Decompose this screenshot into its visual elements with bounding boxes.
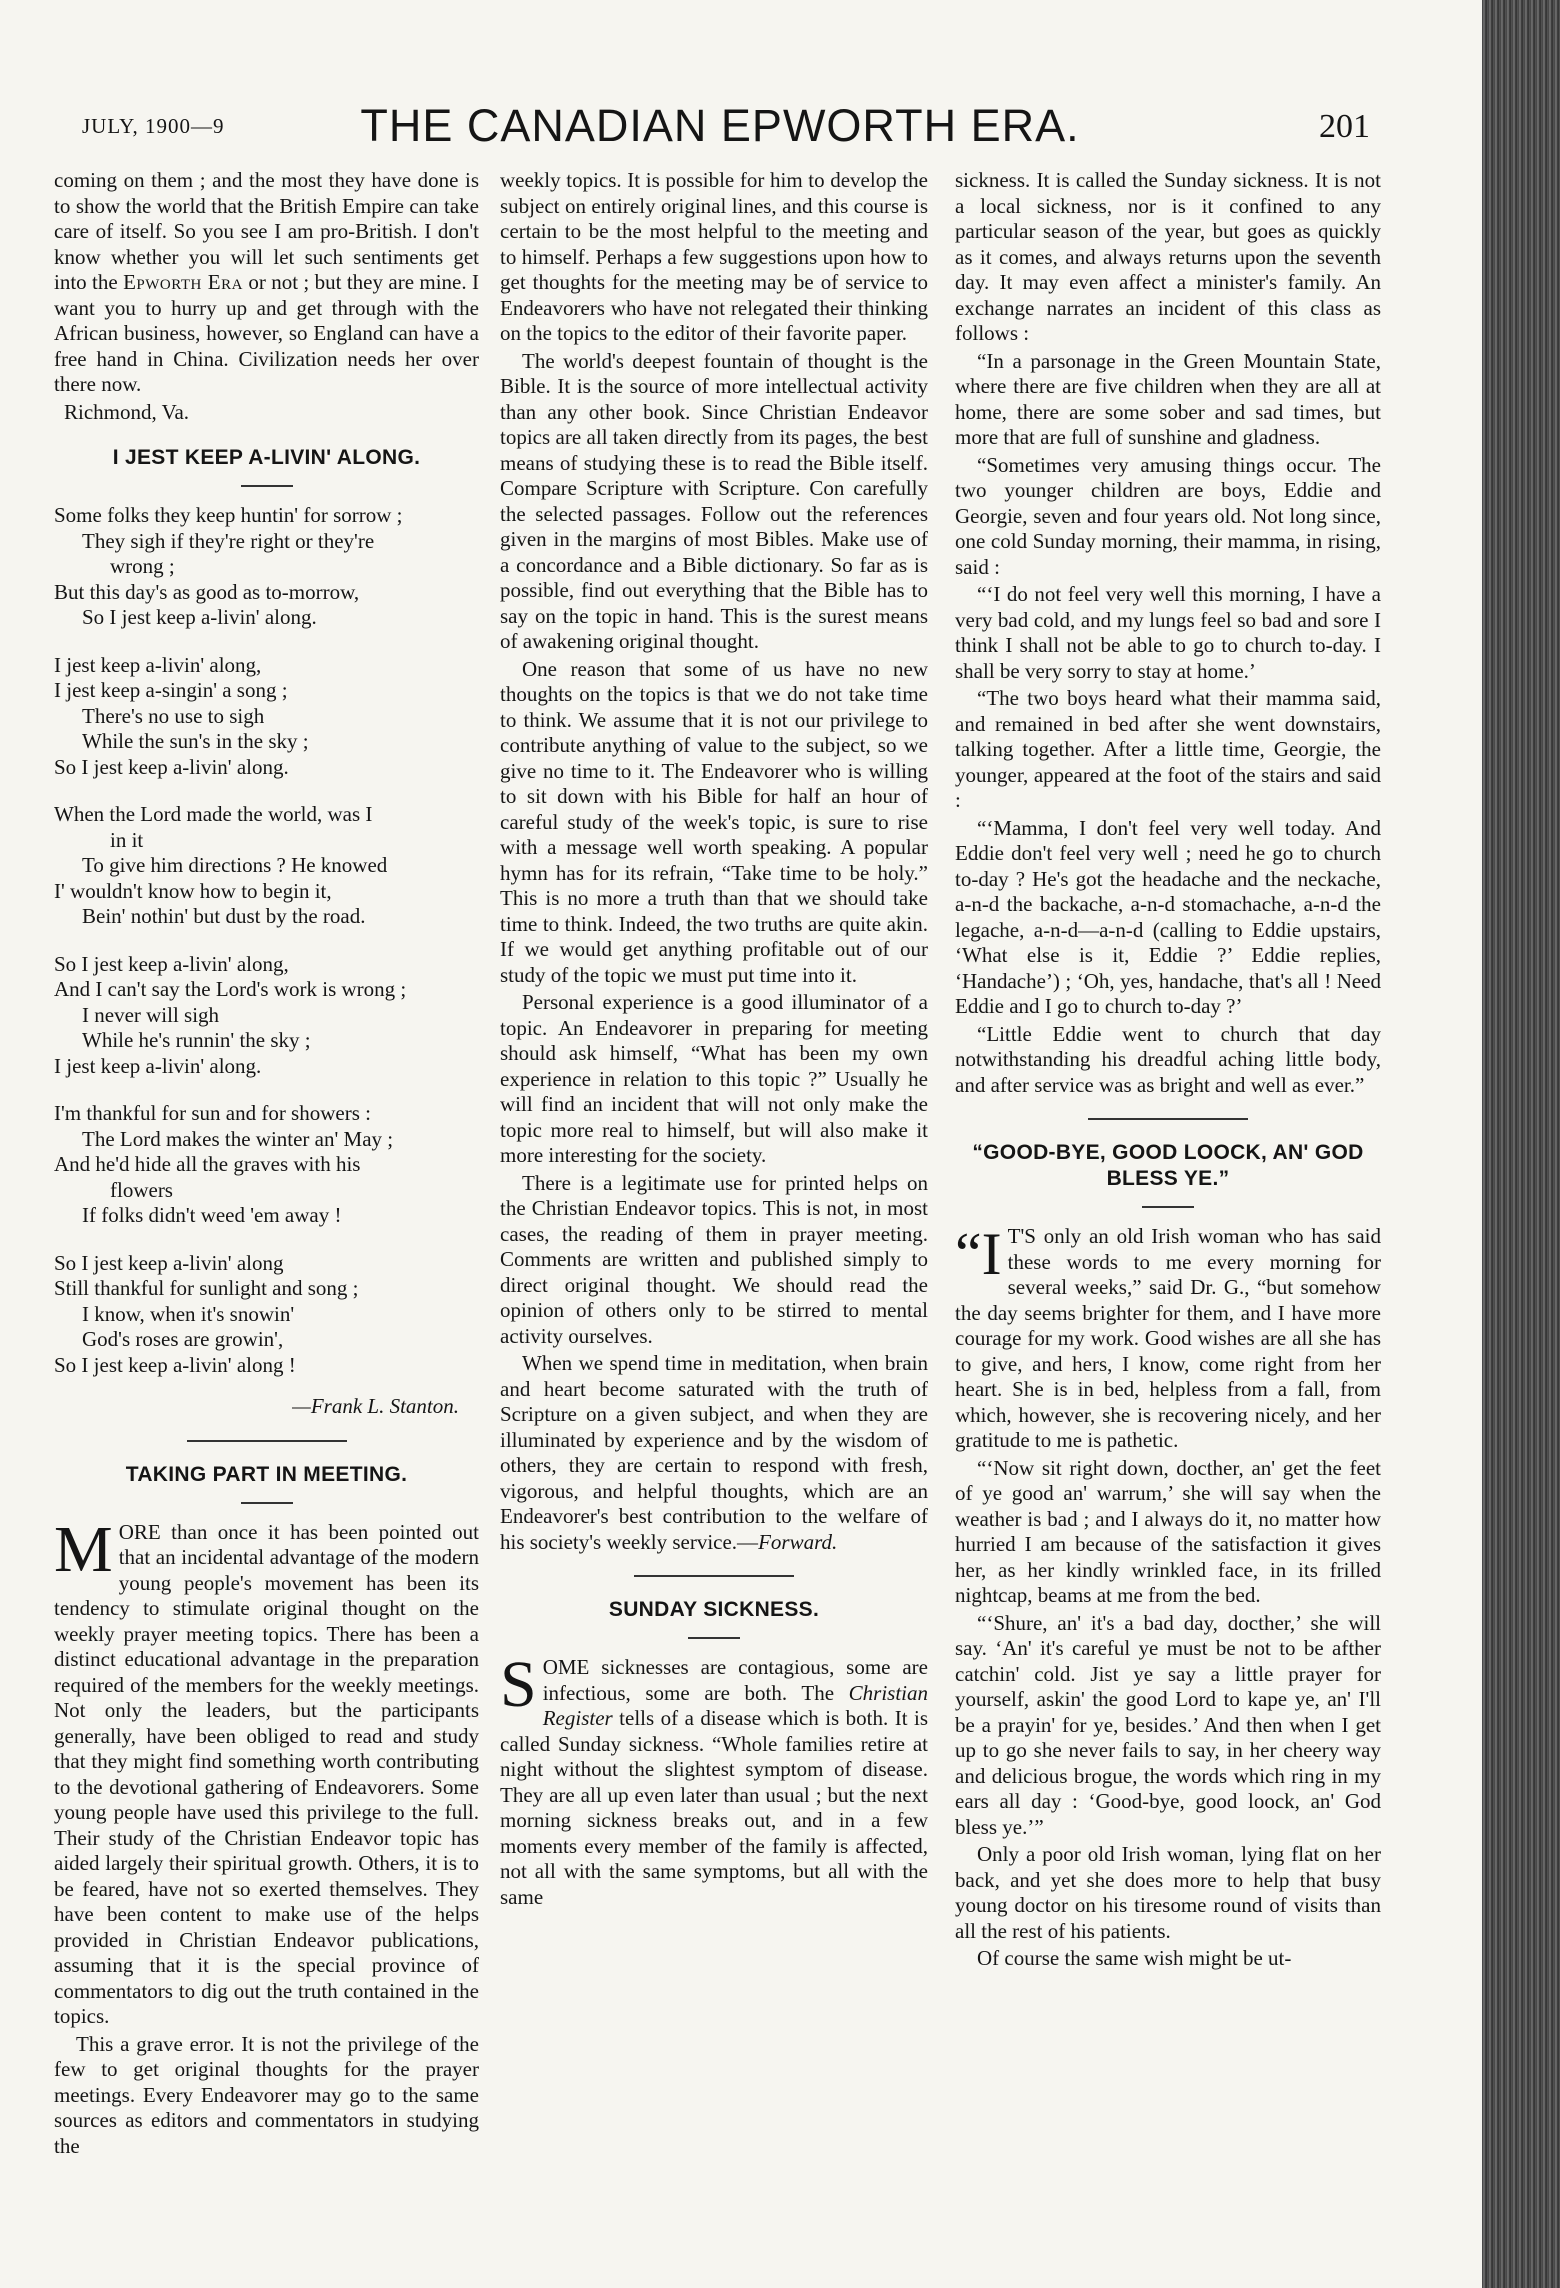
divider (688, 1637, 740, 1639)
meeting-paragraph-6: Personal experience is a good illuminator of a topic. An Endeavorer in preparing for meeting should ask himself, “What has been my own experience in relation to this topic ?” Usually he will find an incident that will not only make the topic more real to himself, but will also make it more interesting for the society. (500, 990, 928, 1167)
meeting-paragraph-1 (54, 1512, 479, 2030)
column-right (955, 168, 1381, 1974)
sunday-paragraph-5: “‘I do not feel very well this morning, I have a very bad cold, and my lungs feel so bad and sore I think I shall not be able to go to church to-day. I shall be very sorry to stay at home.’ (955, 582, 1381, 683)
poem-stanza-2 (54, 653, 479, 781)
poem-line: wrong ; (110, 554, 175, 578)
source-name: Christian Register (542, 1680, 928, 1730)
sunday-paragraph-7: “‘Mamma, I don't feel very well today. And Eddie don't feel very well ; need he go to church to-day ? He's got the headache and the neckache, a-n-d the backache, a-n-d stomachache, a-n-d the legache, a-n-d—a-n-d (calling to Eddie upstairs, ‘What else is it, Eddie ?’ Eddie replies, ‘Handache’) ; ‘Oh, yes, handache, that's all ! Need Eddie and I go to church to-day ?’ (955, 815, 1381, 1018)
poem-line: While he's runnin' the sky ; (82, 1028, 311, 1052)
goodbye-text: T'S only an old Irish woman who has said these words to me every morning for several weeks,” said Dr. G., “but somehow the day seems brighter for them, and I have more courage for my work. Good wishes are all she has to give, and hers, I know, come right from her heart. She is in bed, helpless from a fall, from which, however, she is recovering nicely, and her gratitude to me is pathetic. (955, 1224, 1381, 1452)
goodbye-paragraph-2: “‘Now sit right down, docther, an' get the feet of ye good an' warrum,’ she will say when the weather is bad ; and I always do it, no matter how hurried I am because of the satisfaction it gives her, as her kindly wrinkled face, in its frilled nightcap, beams at me from the bed. (955, 1455, 1381, 1607)
poem-line: I never will sigh (82, 1002, 220, 1027)
poem-line: God's roses are growin', (82, 1327, 284, 1351)
poem-line: Still thankful for sunlight and song ; (54, 1276, 359, 1300)
sunday-paragraph-8: “Little Eddie went to church that day notwithstanding his dreadful aching little body, and after service was as bright and well as ever.” (955, 1021, 1381, 1097)
poem-line: But this day's as good as to-morrow, (54, 579, 360, 604)
letter-magazine-name: Epworth Era (123, 270, 243, 294)
meeting-paragraph-3: weekly topics. It is possible for him to develop the subject on entirely original lines, and this course is certain to be the most helpful to the meeting and to himself. Perhaps a few suggestions upon how to get thoughts for the meeting may be of service to Endeavorers who have not relegated their thinking on the topics to the editor of their favorite paper. (500, 168, 928, 345)
meeting-paragraph-2: This a grave error. It is not the privilege of the few to get original thoughts for the prayer meetings. Every Endeavorer may go to the same sources as editors and commentators in studying the (54, 2031, 479, 2158)
source-credit: Forward. (758, 1529, 838, 1554)
drop-cap: S (500, 1648, 537, 1721)
page-number: 201 (1319, 108, 1370, 145)
issue-date: JULY, 1900—9 (82, 114, 225, 138)
poem-line: Bein' nothin' but dust by the road. (82, 904, 366, 928)
letter-paragraph (54, 168, 479, 398)
page-header (70, 100, 1370, 160)
meeting-paragraph-8 (500, 1351, 928, 1555)
poem-stanza-6 (54, 1251, 479, 1379)
page-edge-shadow (1482, 0, 1560, 2288)
poem-line: And he'd hide all the graves with his (54, 1152, 361, 1176)
poem-line: in it (110, 827, 144, 852)
poem-line: So I jest keep a-livin' along, (54, 951, 289, 976)
poem-line: The Lord makes the winter an' May ; (82, 1126, 394, 1151)
meeting-paragraph-7: There is a legitimate use for printed helps on the Christian Endeavor topics. This is not, in most cases, the reading of them in prayer meeting. Comments are written and published simply to direct original thought. We should read the opinion of others only to be stirred to mental activity ourselves. (500, 1170, 928, 1348)
poem-title: I JEST KEEP A-LIVIN' ALONG. (112, 446, 421, 469)
goodbye-paragraph-5: Of course the same wish might be ut- (977, 1946, 1292, 1970)
sunday-paragraph-3: “In a parsonage in the Green Mountain State, where there are five children when they are all at home, there are some sober and sad times, but more that are full of sunshine and gladness. (955, 348, 1381, 449)
sunday-text-start: OME sicknesses are contagious, some are infectious, some are both. The (542, 1655, 928, 1705)
poem-line: So I jest keep a-livin' along (54, 1250, 284, 1275)
goodbye-paragraph-4: Only a poor old Irish woman, lying flat on her back, and yet she does more to help that busy young doctor on his tiresome round of visits than all the rest of his patients. (955, 1842, 1381, 1943)
meeting-paragraph-4: The world's deepest fountain of thought is the Bible. It is the source of more intellectual activity than any other book. Since Christian Endeavor topics are all taken directly from its pages, the best means of studying these is to read the Bible itself. Compare Scripture with Scripture. Con carefully the selected passages. Follow out the references given in the margins of most Bibles. Make use of a concordance and a Bible dictionary. So far as is possible, find out everything that the Bible has to say on the topic in hand. This is the surest means of awakening original thought. (500, 348, 928, 653)
meeting-title: TAKING PART IN MEETING. (125, 1462, 408, 1486)
column-middle (500, 168, 928, 1912)
poem-credit: —Frank L. Stanton. (292, 1394, 459, 1418)
poem-stanza-4 (54, 952, 479, 1080)
drop-cap: “I (955, 1221, 1002, 1287)
sunday-paragraph-1 (500, 1648, 929, 1910)
magazine-title: THE CANADIAN EPWORTH ERA. (360, 100, 1080, 151)
poem-stanza-3 (54, 802, 479, 930)
poem-line: And I can't say the Lord's work is wrong ; (54, 977, 407, 1001)
poem-line: I jest keep a-livin' along, (54, 652, 262, 677)
divider (241, 1502, 293, 1504)
poem-line: Some folks they keep huntin' for sorrow ; (54, 503, 403, 527)
section-divider (187, 1440, 347, 1442)
poem-stanza-1 (54, 503, 479, 631)
sunday-paragraph-2: sickness. It is called the Sunday sickness. It is not a local sickness, nor is it confined to any particular season of the year, but goes as quickly as it comes, and always returns upon the seventh day. It may even affect a minister's family. An exchange narrates an incident of this class as follows : (955, 168, 1381, 345)
poem-line: So I jest keep a-livin' along. (54, 754, 289, 779)
poem-line: They sigh if they're right or they're (82, 528, 375, 553)
sunday-title: SUNDAY SICKNESS. (608, 1598, 820, 1621)
poem-line: When the Lord made the world, was I (54, 802, 373, 826)
letter-text-end: or not ; but they are mine. I want you to hurry up and get through with the African business, however, so England can have a free hand in China. Civilization needs her over there now. (54, 270, 480, 396)
poem-line: So I jest keep a-livin' along. (82, 605, 317, 629)
sunday-text-end: tells of a disease which is both. It is called Sunday sickness. “Whole families retire at night without the slightest symptom of disease. They are all up even later than usual ; but the next morning sickness breaks out, and in a few moments every member of the family is affected, not all with the same symptoms, but all with the same (500, 1706, 929, 1909)
poem-line: I jest keep a-singin' a song ; (54, 678, 288, 702)
goodbye-paragraph-1 (955, 1221, 1381, 1454)
divider (1142, 1206, 1194, 1208)
divider (241, 485, 293, 487)
poem-line: flowers (110, 1177, 173, 1202)
poem-stanza-5 (54, 1101, 479, 1229)
goodbye-paragraph-3: “‘Shure, an' it's a bad day, docther,’ she will say. ‘An' it's careful ye must be not to be afther catchin' cold. Jist ye say a little prayer for yourself, askin' the good Lord to kape ye, an' I'll be a prayin' for ye, besides.’ And then when I get up to go she never fails to say, in her cheery way and delicious brogue, the words which ring in my ears all day : ‘Good-bye, good loock, an' God bless ye.’” (955, 1610, 1381, 1839)
section-divider (634, 1575, 794, 1577)
poem-line: If folks didn't weed 'em away ! (82, 1203, 342, 1227)
meeting-paragraph-5: One reason that some of us have no new thoughts on the topics is that we do not take time to think. We assume that it is not our privilege to contribute anything of value to the subject, so we give no time to it. The Endeavorer who is willing to sit down with his Bible for half an hour of careful study of the week's topic, is sure to rise with a message well worth speaking. A popular hymn has for its refrain, “Take time to be holy.” This is no more a truth than that we should take time to think. Indeed, the two truths are quite akin. If we would get anything profitable out of our study of the topic we must put time into it. (500, 656, 928, 987)
poem-line: I know, when it's snowin' (82, 1301, 295, 1326)
poem-line: To give him directions ? He knowed (82, 853, 388, 877)
sunday-paragraph-4: “Sometimes very amusing things occur. The two younger children are boys, Eddie and Georgie, seven and four years old. Not long since, one cold Sunday morning, their mamma, in rising, said : (955, 452, 1381, 579)
poem-line: I' wouldn't know how to begin it, (54, 878, 332, 903)
letter-text-start: coming on them ; and the most they have done is to show the world that the British Empire can take care of itself. So you see I am pro-British. I don't know whether you will let such sentiments get into the (54, 168, 479, 294)
poem-line: There's no use to sigh (82, 703, 265, 728)
poem-line: So I jest keep a-livin' along ! (54, 1352, 296, 1377)
meeting-text: When we spend time in meditation, when brain and heart become saturated with the truth of Scripture on a given subject, and when they are illuminated by experience and by the wisdom of others, they are certain to respond with fresh, vigorous, and helpful thoughts, which are an Endeavorer's best contribution to the welfare of his society's weekly service.— (500, 1351, 928, 1554)
drop-cap: M (54, 1512, 113, 1586)
column-left (54, 168, 479, 2161)
poem-line: I jest keep a-livin' along. (54, 1053, 262, 1078)
sunday-paragraph-6: “The two boys heard what their mamma said, and remained in bed after she went downstairs, talking together. After a little time, Georgie, the younger, appeared at the foot of the stairs and said : (955, 686, 1381, 812)
poem-line: I'm thankful for sun and for showers : (54, 1101, 371, 1125)
poem-line: While the sun's in the sky ; (82, 729, 309, 753)
section-divider (1088, 1118, 1248, 1120)
letter-place: Richmond, Va. (64, 399, 190, 424)
goodbye-title: “GOOD-BYE, GOOD LOOCK, AN' GOD BLESS YE.” (972, 1141, 1364, 1190)
meeting-text: ORE than once it has been pointed out that an incidental advantage of the modern young people's movement has been its tendency to stimulate original thought on the weekly prayer meeting topics. There has been a distinct educational advantage in the preparation required of the members for the weekly meetings. Not only the leaders, but the participants generally, have been obliged to read and study that they might find something worth contributing to the devotional gathering of Endeavorers. Some young people have used this privilege to the full. Their study of the Christian Endeavor topic has aided largely their spiritual growth. Others, it is to be feared, have not so exerted themselves. They have been content to make use of the helps provided in Christian Endeavor publications, assuming that it is the special province of commentators to dig out the truth contained in the topics. (54, 1519, 479, 2028)
